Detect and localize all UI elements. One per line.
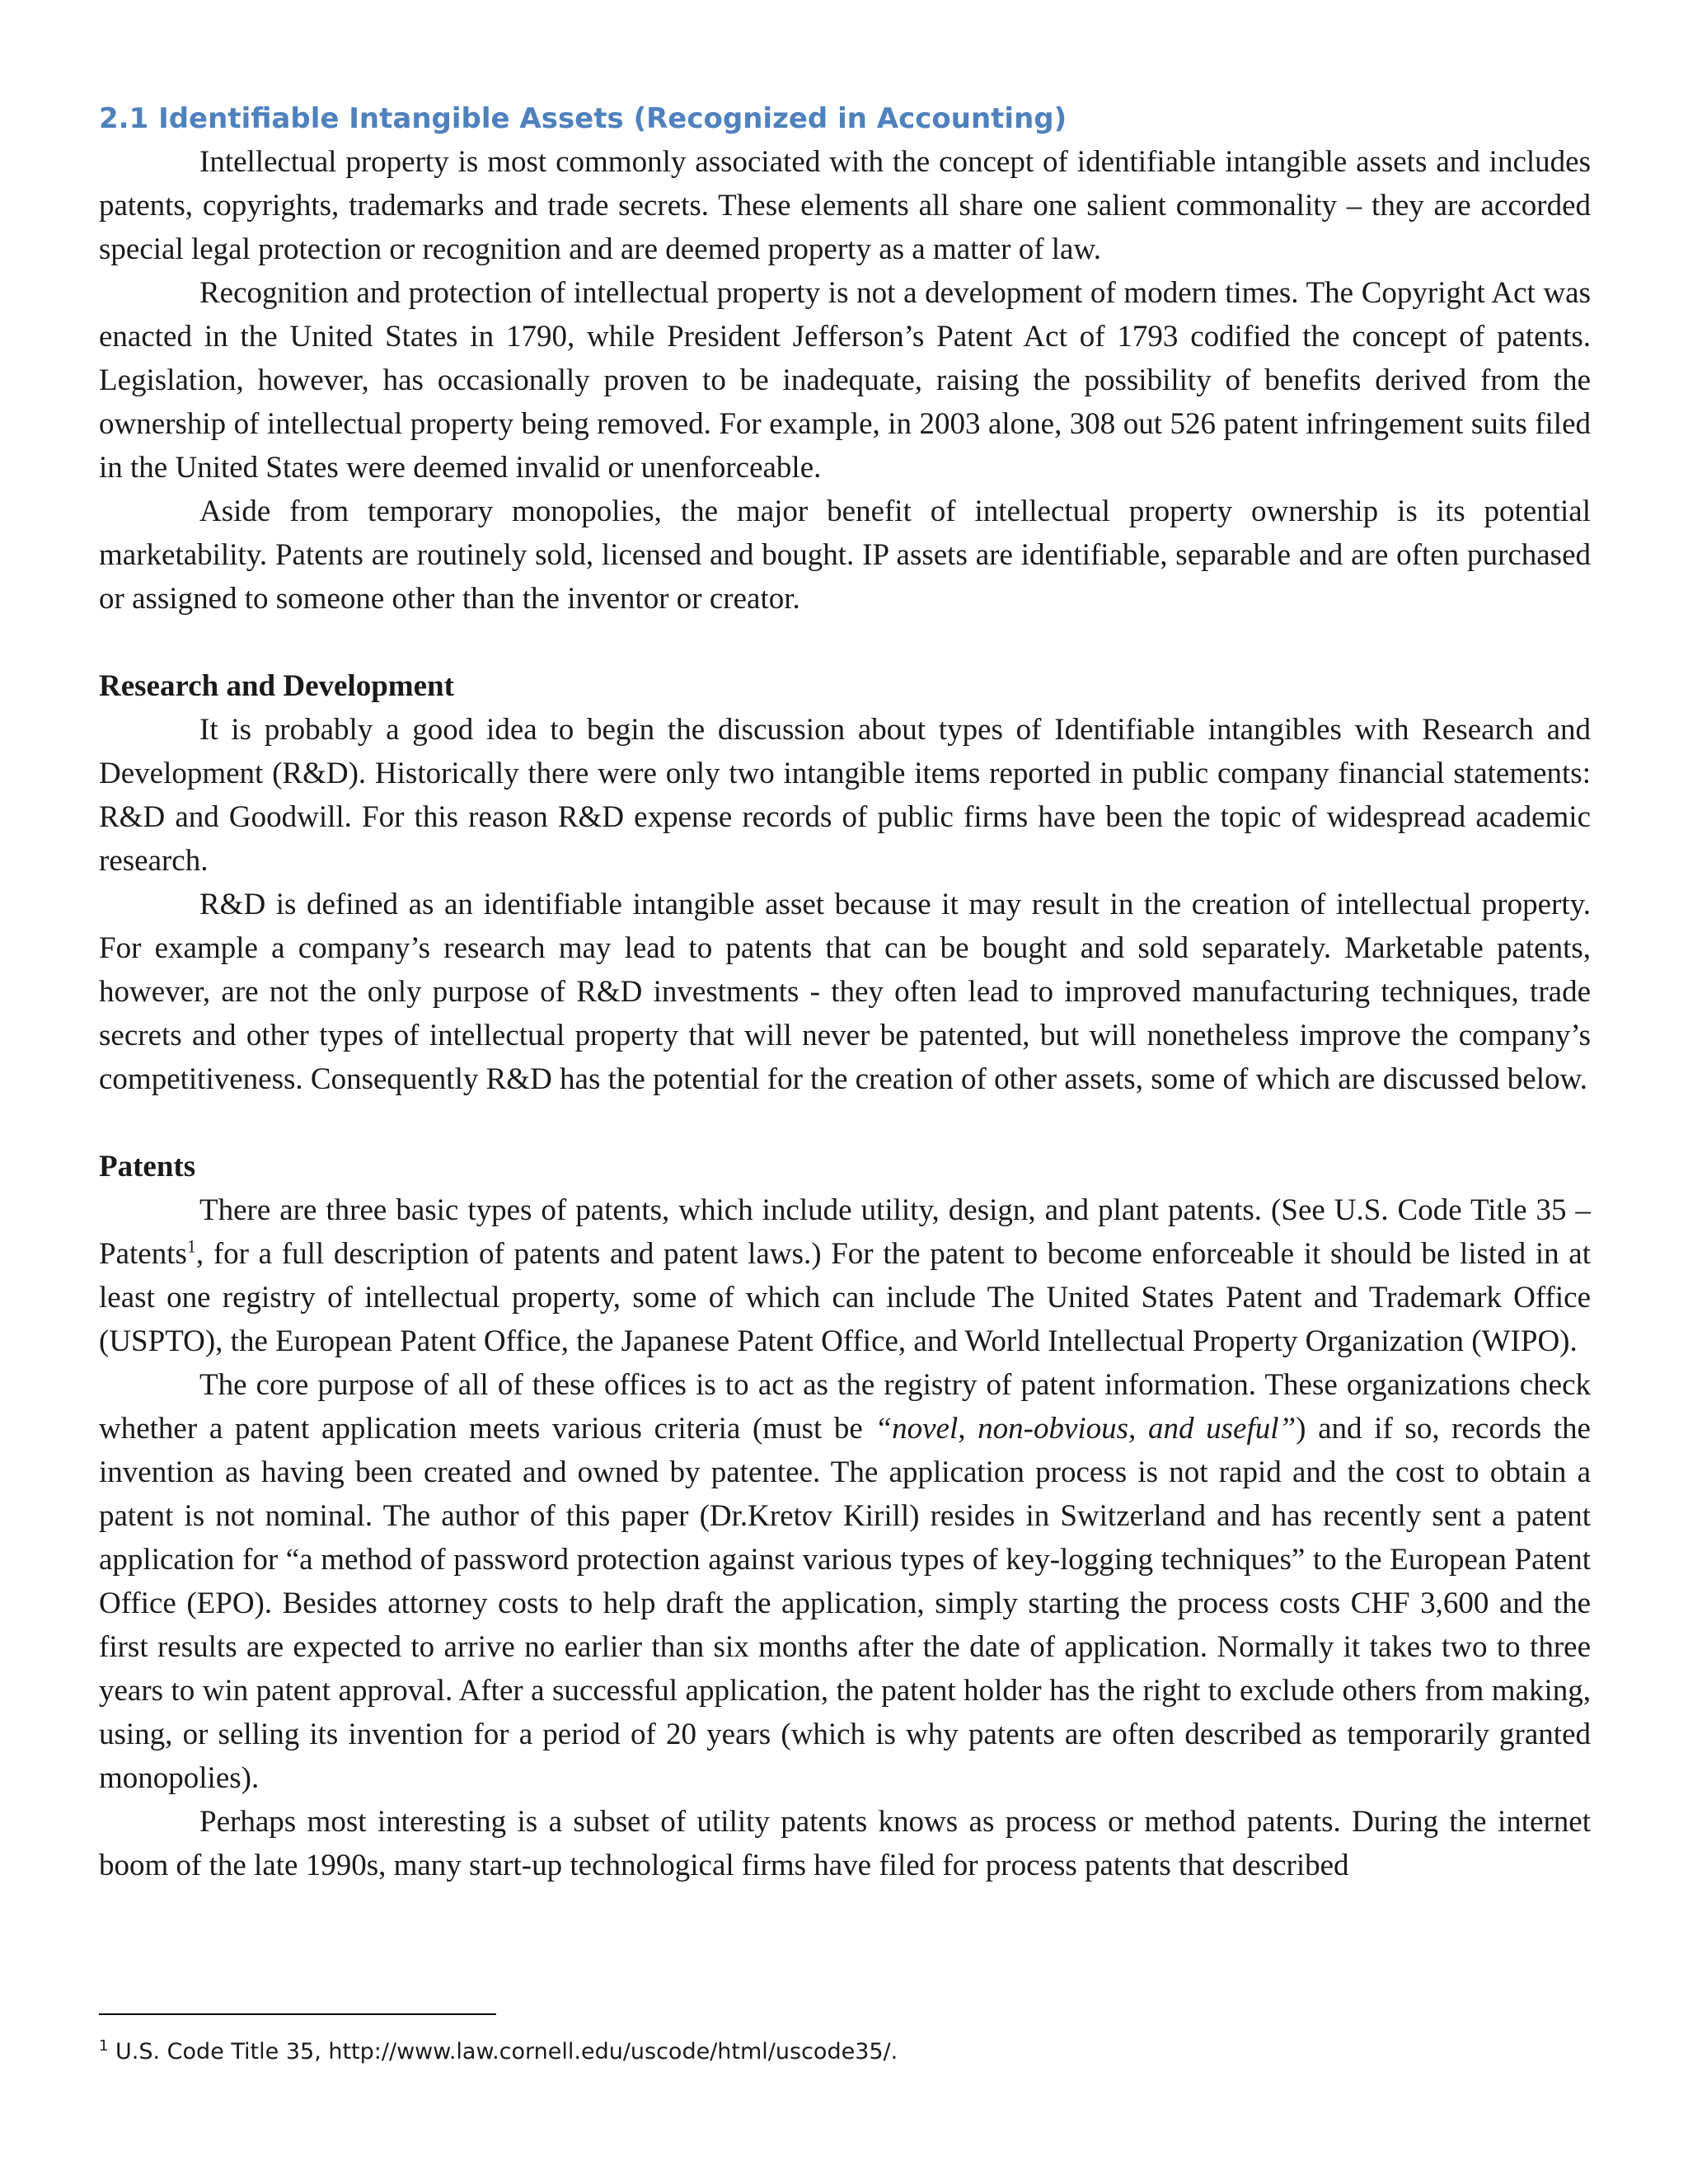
- patents-p1-text-b: , for a full description of patents and patent laws.) For the patent to become enforceable it should be listed in at least one registry of intellectual property, some of which can include The United States Patent and Trademark Office (USPTO), the European Patent Office, the Japanese Patent Office, and World Intellectual Property Organization (WIPO).: [99, 1237, 1591, 1358]
- rd-paragraph-1: It is probably a good idea to begin the discussion about types of Identifiable intangibles with Research and Development (R&D). Historically there were only two intangible items reported in public company financial statements: R&D and Goodwill. For this reason R&D expense records of public firms have been the topic of widespread academic research.: [99, 713, 1591, 878]
- patents-p2-text-a: The core purpose of all of these offices is to act as the registry of patent information. These organizations check whether a patent application meets various criteria (must be: [99, 1368, 1591, 1446]
- footnote-reference: 1: [186, 1235, 196, 1257]
- patents-p1-text-a: There are three basic types of patents, which include utility, design, and plant patents. (See U.S. Code Title 35 – Patents: [99, 1193, 1591, 1271]
- intro-paragraph-2: Recognition and protection of intellectual property is not a development of modern times. The Copyright Act was enacted in the United States in 1790, while President Jefferson’s Patent Act of 1793 codified the concept of patents. Legislation, however, has occasionally proven to be inadequate, raising the possibility of benefits derived from the ownership of intellectual property being removed. For example, in 2003 alone, 308 out 526 patent infringement suits filed in the United States were deemed invalid or unenforceable.: [99, 276, 1591, 485]
- footnote-text: U.S. Code Title 35, http://www.law.cornell.edu/uscode/html/uscode35/.: [108, 2039, 898, 2064]
- patents-paragraph-1: [99, 1188, 1591, 1363]
- patents-paragraph-3: Perhaps most interesting is a subset of utility patents knows as process or method patents. During the internet boom of the late 1990s, many start-up technological firms have filed for process patents that described: [99, 1805, 1591, 1882]
- section-title: 2.1 Identifiable Intangible Assets (Recognized in Accounting): [99, 102, 1067, 135]
- patents-p2-text-b: ) and if so, records the invention as having been created and owned by patentee. The application process is not rapid and the cost to obtain a patent is not nominal. The author of this paper (Dr.Kretov Kirill) resides in Switzerland and has recently sent a patent application for “a method of password protection against various types of key-logging techniques” to the European Patent Office (EPO). Besides attorney costs to help draft the application, simply starting the process costs CHF 3,600 and the first results are expected to arrive no earlier than six months after the date of application. Normally it takes two to three years to win patent approval. After a successful application, the patent holder has the right to exclude others from making, using, or selling its invention for a period of 20 years (which is why patents are often described as temporarily granted monopolies).: [99, 1412, 1591, 1795]
- intro-paragraph-3: Aside from temporary monopolies, the major benefit of intellectual property ownership is its potential marketability. Patents are routinely sold, licensed and bought. IP assets are identifiable, separable and are often purchased or assigned to someone other than the inventor or creator.: [99, 494, 1591, 616]
- rd-heading: Research and Development: [99, 669, 454, 703]
- patents-p2-criteria-quote: “novel, non-obvious, and useful”: [874, 1412, 1296, 1446]
- patents-heading: Patents: [99, 1150, 196, 1183]
- footnote-number: 1: [99, 2037, 109, 2055]
- intro-paragraph-1: Intellectual property is most commonly associated with the concept of identifiable intangible assets and includes patents, copyrights, trademarks and trade secrets. These elements all share one salient commonality – they are accorded special legal protection or recognition and are deemed property as a matter of law.: [99, 145, 1591, 266]
- document-page: [99, 97, 1591, 1887]
- rd-paragraph-2: R&D is defined as an identifiable intangible asset because it may result in the creation of intellectual property. For example a company’s research may lead to patents that can be bought and sold separately. Marketable patents, however, are not the only purpose of R&D investments - they often lead to improved manufacturing techniques, trade secrets and other types of intellectual property that will never be patented, but will nonetheless improve the company’s competitiveness. Consequently R&D has the potential for the creation of other assets, some of which are discussed below.: [99, 888, 1591, 1096]
- footnote: [99, 2036, 898, 2069]
- footnote-separator: [99, 2013, 496, 2015]
- patents-paragraph-2: [99, 1363, 1591, 1800]
